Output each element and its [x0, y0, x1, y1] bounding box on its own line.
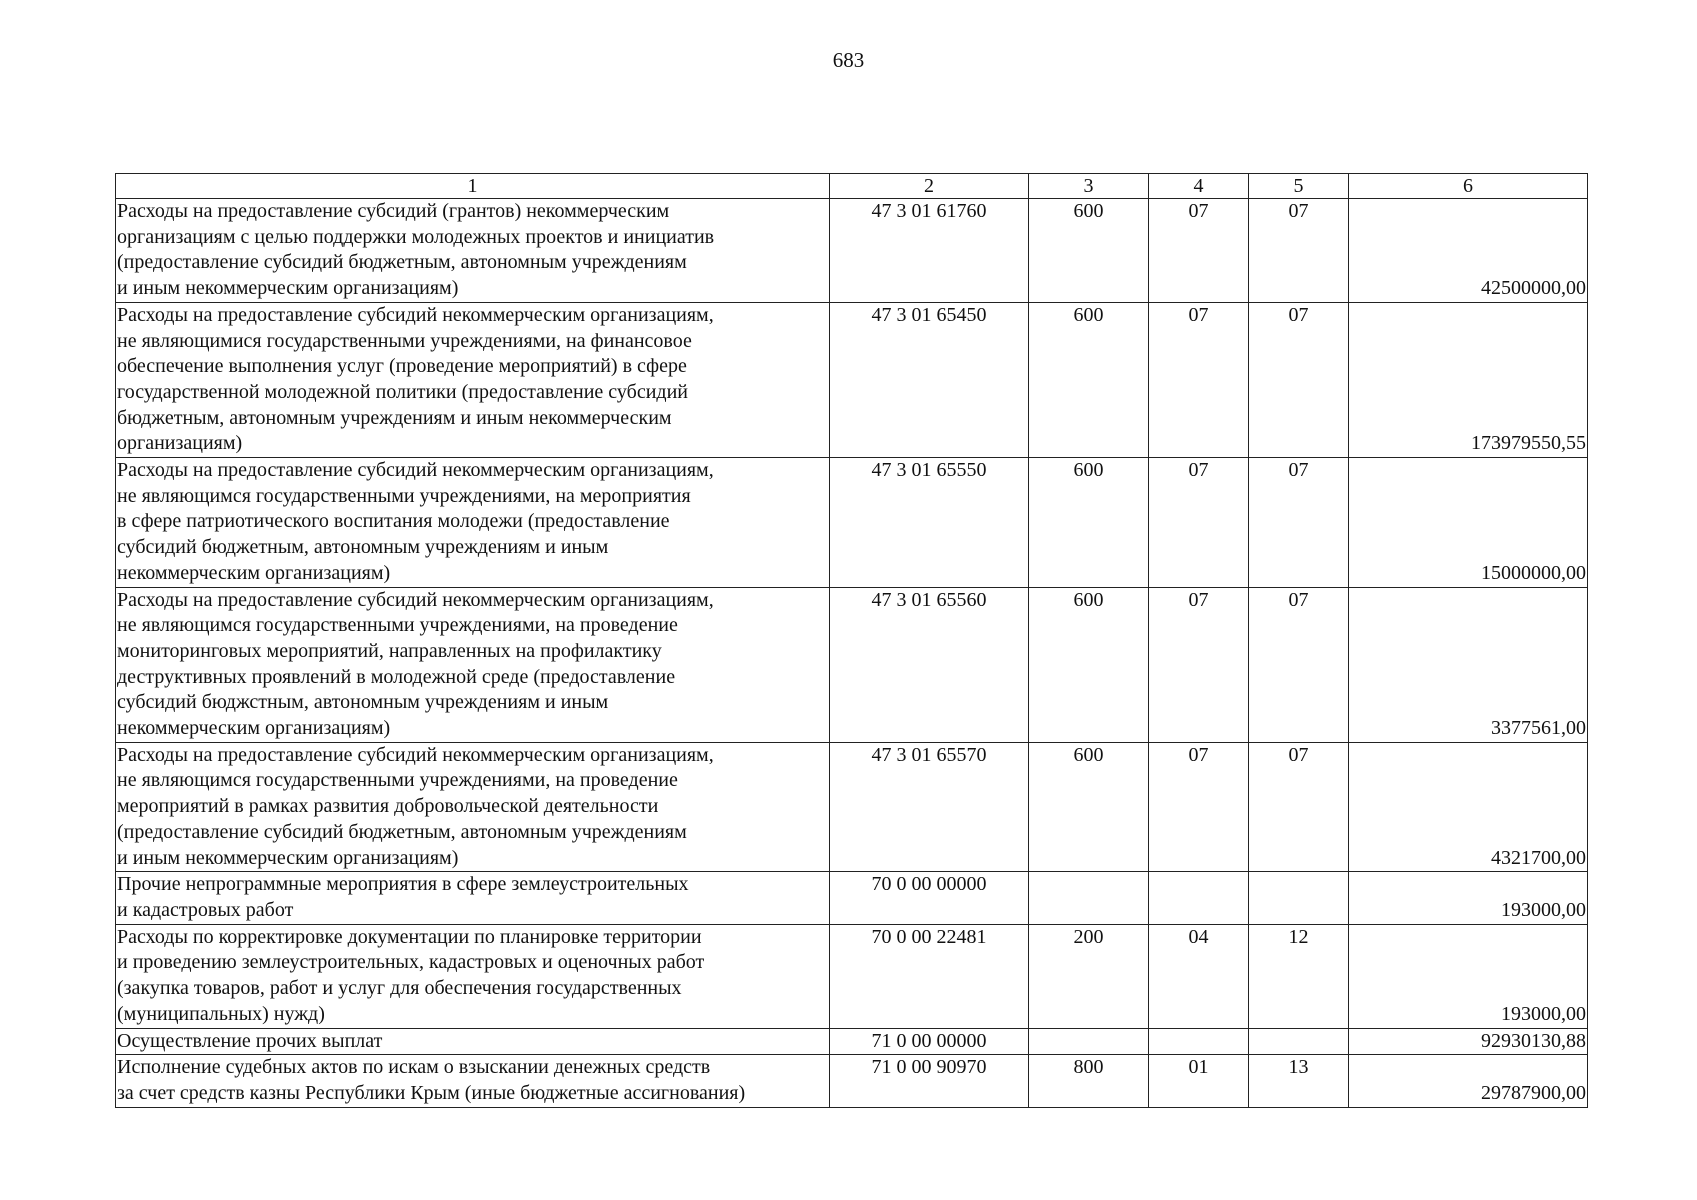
expense-type-code: 600 — [1029, 458, 1149, 588]
row-description — [116, 458, 830, 588]
column-header: 3 — [1029, 174, 1149, 199]
table-row — [116, 302, 1588, 457]
target-article-code: 70 0 00 00000 — [830, 872, 1029, 924]
subsection-code: 12 — [1249, 924, 1349, 1028]
description-line: Прочие непрограммные мероприятия в сфере землеустроительных — [117, 873, 689, 896]
subsection-code: 13 — [1249, 1055, 1349, 1107]
expense-type-code — [1029, 1028, 1149, 1055]
target-article-code: 47 3 01 65570 — [830, 742, 1029, 872]
table-row — [116, 924, 1588, 1028]
description-line: Расходы на предоставление субсидий некоммерческим организациям, — [117, 459, 714, 482]
budget-table — [115, 173, 1588, 1108]
row-description — [116, 1028, 830, 1055]
description-line: Расходы по корректировке документации по планировке территории — [117, 925, 702, 948]
target-article-code: 71 0 00 00000 — [830, 1028, 1029, 1055]
description-line: и иным некоммерческим организациям) — [117, 277, 459, 300]
subsection-code: 07 — [1249, 587, 1349, 742]
description-line: некоммерческим организациям) — [117, 717, 391, 740]
section-code: 07 — [1149, 742, 1249, 872]
description-line: деструктивных проявлений в молодежной среде (предоставление — [117, 665, 676, 688]
section-code: 01 — [1149, 1055, 1249, 1107]
section-code — [1149, 872, 1249, 924]
section-code: 07 — [1149, 302, 1249, 457]
description-line: некоммерческим организациям) — [117, 561, 391, 584]
column-header: 6 — [1349, 174, 1588, 199]
amount-value: 3377561,00 — [1349, 587, 1588, 742]
description-line: субсидий бюджетным, автономным учреждениям и иным — [117, 536, 609, 559]
description-line: в сфере патриотического воспитания молодежи (предоставление — [117, 510, 670, 533]
table-row — [116, 1028, 1588, 1055]
description-line: мероприятий в рамках развития добровольческой деятельности — [117, 795, 659, 818]
section-code: 07 — [1149, 199, 1249, 303]
description-line: Расходы на предоставление субсидий некоммерческим организациям, — [117, 303, 714, 326]
row-description — [116, 199, 830, 303]
target-article-code: 70 0 00 22481 — [830, 924, 1029, 1028]
amount-value: 42500000,00 — [1349, 199, 1588, 303]
description-line: мониторинговых мероприятий, направленных на профилактику — [117, 639, 662, 662]
description-line: бюджетным, автономным учреждениям и иным некоммерческим — [117, 406, 672, 429]
table-row — [116, 458, 1588, 588]
expense-type-code — [1029, 872, 1149, 924]
table-header-row — [116, 174, 1588, 199]
table-row — [116, 872, 1588, 924]
description-line: за счет средств казны Республики Крым (иные бюджетные ассигнования) — [117, 1081, 746, 1104]
description-line: организациям с целью поддержки молодежных проектов и инициатив — [117, 225, 715, 248]
target-article-code: 47 3 01 65560 — [830, 587, 1029, 742]
table-row — [116, 199, 1588, 303]
description-line: Осуществление прочих выплат — [117, 1029, 383, 1052]
section-code: 07 — [1149, 587, 1249, 742]
subsection-code: 07 — [1249, 742, 1349, 872]
section-code: 07 — [1149, 458, 1249, 588]
table-row — [116, 742, 1588, 872]
table-row — [116, 587, 1588, 742]
subsection-code — [1249, 1028, 1349, 1055]
expense-type-code: 600 — [1029, 742, 1149, 872]
description-line: Расходы на предоставление субсидий некоммерческим организациям, — [117, 743, 714, 766]
target-article-code: 47 3 01 61760 — [830, 199, 1029, 303]
section-code — [1149, 1028, 1249, 1055]
description-line: и иным некоммерческим организациям) — [117, 846, 459, 869]
description-line: и проведению землеустроительных, кадастровых и оценочных работ — [117, 951, 705, 974]
description-line: государственной молодежной политики (предоставление субсидий — [117, 380, 688, 403]
amount-value: 173979550,55 — [1349, 302, 1588, 457]
subsection-code: 07 — [1249, 458, 1349, 588]
expense-type-code: 600 — [1029, 302, 1149, 457]
row-description — [116, 742, 830, 872]
description-line: (предоставление субсидий бюджетным, автономным учреждениям — [117, 251, 687, 274]
amount-value: 4321700,00 — [1349, 742, 1588, 872]
description-line: (предоставление субсидий бюджетным, автономным учреждениям — [117, 820, 687, 843]
target-article-code: 71 0 00 90970 — [830, 1055, 1029, 1107]
column-header: 4 — [1149, 174, 1249, 199]
target-article-code: 47 3 01 65450 — [830, 302, 1029, 457]
description-line: субсидий бюджстным, автономным учреждениям и иным — [117, 691, 609, 714]
description-line: Расходы на предоставление субсидий некоммерческим организациям, — [117, 588, 714, 611]
amount-value: 92930130,88 — [1349, 1028, 1588, 1055]
subsection-code — [1249, 872, 1349, 924]
expense-type-code: 200 — [1029, 924, 1149, 1028]
amount-value: 29787900,00 — [1349, 1055, 1588, 1107]
subsection-code: 07 — [1249, 302, 1349, 457]
description-line: (закупка товаров, работ и услуг для обеспечения государственных — [117, 977, 682, 1000]
row-description — [116, 872, 830, 924]
column-header: 2 — [830, 174, 1029, 199]
subsection-code: 07 — [1249, 199, 1349, 303]
description-line: не являющимся государственными учреждениями, на проведение — [117, 614, 678, 637]
description-line: и кадастровых работ — [117, 898, 294, 921]
description-line: Исполнение судебных актов по искам о взыскании денежных средств — [117, 1056, 711, 1079]
description-line: не являющимся государственными учреждениями, на мероприятия — [117, 484, 691, 507]
column-header: 1 — [116, 174, 830, 199]
section-code: 04 — [1149, 924, 1249, 1028]
expense-type-code: 600 — [1029, 199, 1149, 303]
row-description — [116, 587, 830, 742]
description-line: организациям) — [117, 432, 243, 455]
amount-value: 15000000,00 — [1349, 458, 1588, 588]
row-description — [116, 302, 830, 457]
description-line: (муниципальных) нужд) — [117, 1002, 325, 1025]
table-row — [116, 1055, 1588, 1107]
row-description — [116, 1055, 830, 1107]
description-line: обеспечение выполнения услуг (проведение мероприятий) в сфере — [117, 355, 687, 378]
row-description — [116, 924, 830, 1028]
amount-value: 193000,00 — [1349, 924, 1588, 1028]
amount-value: 193000,00 — [1349, 872, 1588, 924]
column-header: 5 — [1249, 174, 1349, 199]
expense-type-code: 800 — [1029, 1055, 1149, 1107]
description-line: не являющимися государственными учреждениями, на финансовое — [117, 329, 692, 352]
description-line: не являющимся государственными учреждениями, на проведение — [117, 769, 678, 792]
description-line: Расходы на предоставление субсидий (грантов) некоммерческим — [117, 200, 670, 222]
page-number: 683 — [832, 48, 865, 72]
target-article-code: 47 3 01 65550 — [830, 458, 1029, 588]
expense-type-code: 600 — [1029, 587, 1149, 742]
